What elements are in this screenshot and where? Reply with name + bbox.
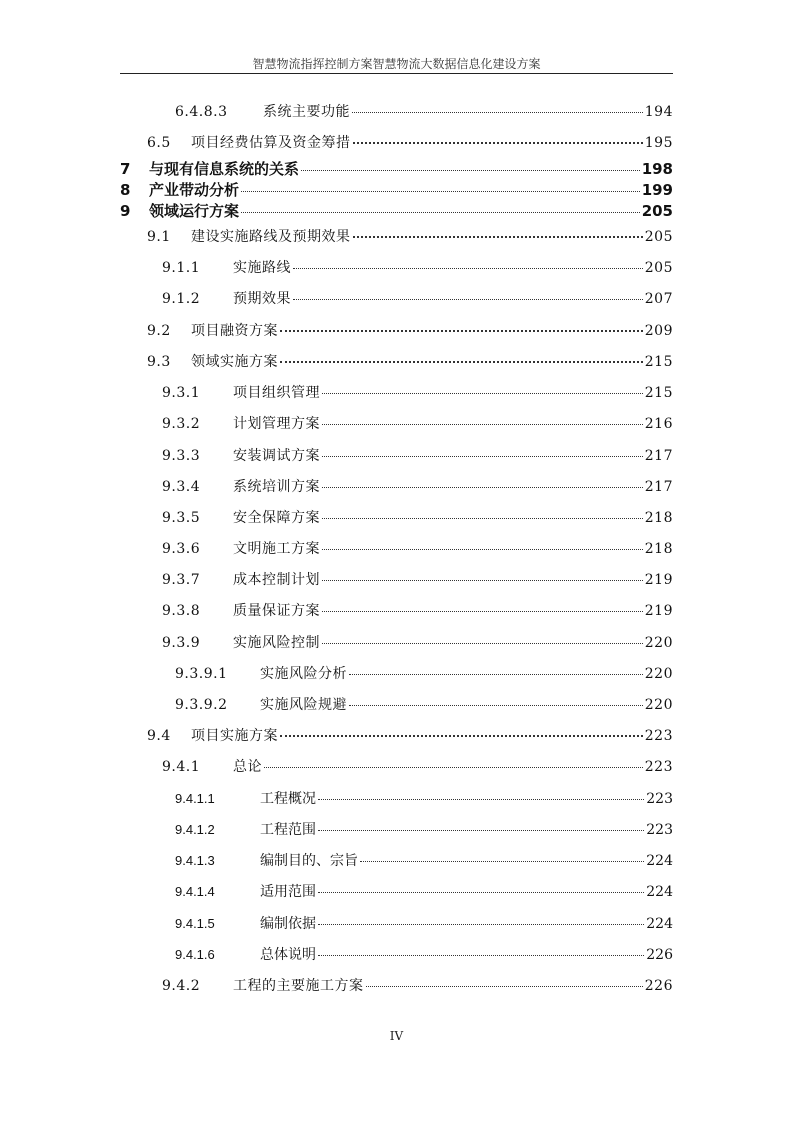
toc-entry-title: 项目组织管理 <box>233 385 320 401</box>
toc-entry-number: 9.3.4 <box>162 479 201 495</box>
toc-entry-title: 计划管理方案 <box>233 416 320 432</box>
toc-entry-page: 209 <box>644 323 673 339</box>
dot-leader <box>241 211 640 213</box>
dot-leader <box>318 954 644 956</box>
toc-entry-title: 实施风险控制 <box>233 635 320 651</box>
toc-entry-number: 9.1.2 <box>162 291 201 307</box>
toc-entry-number: 9.3.6 <box>162 541 201 557</box>
toc-entry[interactable] <box>175 788 673 810</box>
toc-entry-title: 文明施工方案 <box>233 541 320 557</box>
toc-entry[interactable] <box>162 413 673 435</box>
dot-leader <box>241 190 640 192</box>
toc-entry[interactable] <box>162 445 673 467</box>
dot-leader <box>318 923 644 925</box>
toc-entry[interactable] <box>162 975 673 997</box>
toc-entry[interactable] <box>175 881 673 903</box>
toc-entry-title: 实施风险规避 <box>260 697 347 713</box>
toc-entry-title: 安全保障方案 <box>233 510 320 526</box>
dot-leader <box>322 610 643 612</box>
toc-entry-title: 建设实施路线及预期效果 <box>191 229 351 245</box>
toc-entry-number: 9.3.7 <box>162 572 201 588</box>
toc-entry[interactable] <box>175 694 673 716</box>
toc-entry-title: 实施风险分析 <box>260 666 347 682</box>
toc-entry-page: 217 <box>644 479 673 495</box>
toc-entry-title: 项目经费估算及资金筹措 <box>191 135 351 151</box>
toc-entry-page: 205 <box>641 202 673 220</box>
toc-entry[interactable] <box>175 819 673 841</box>
dot-leader <box>293 267 643 269</box>
toc-entry-page: 223 <box>646 791 673 807</box>
dot-leader <box>322 517 643 519</box>
toc-entry-page: 220 <box>644 635 673 651</box>
toc-entry-number: 9.3.5 <box>162 510 201 526</box>
toc-entry-page: 220 <box>644 697 673 713</box>
toc-entry-title: 系统主要功能 <box>263 104 350 120</box>
toc-entry-page: 216 <box>644 416 673 432</box>
dot-leader <box>353 235 643 238</box>
toc-entry-number: 9.3.9.2 <box>175 697 228 713</box>
toc-entry[interactable] <box>120 158 673 180</box>
toc-entry-number: 9.4.1.1 <box>175 791 215 806</box>
toc-entry-page: 219 <box>644 603 673 619</box>
toc-entry-page: 223 <box>644 759 673 775</box>
dot-leader <box>264 766 643 768</box>
dot-leader <box>280 329 643 332</box>
toc-entry-page: 224 <box>646 884 673 900</box>
toc-entry-title: 总体说明 <box>260 947 316 963</box>
toc-entry-title: 工程的主要施工方案 <box>233 978 364 994</box>
dot-leader <box>322 642 643 644</box>
dot-leader <box>366 985 643 987</box>
toc-entry-page: 226 <box>646 947 673 963</box>
toc-entry-title: 项目融资方案 <box>191 323 278 339</box>
toc-entry-title: 预期效果 <box>233 291 291 307</box>
toc-entry-number: 9 <box>120 202 131 220</box>
toc-entry-page: 223 <box>644 728 673 744</box>
toc-entry-number: 9.4.1 <box>162 759 201 775</box>
dot-leader <box>322 392 643 394</box>
toc-entry-title: 领域实施方案 <box>191 354 278 370</box>
toc-entry-page: 194 <box>644 104 673 120</box>
toc-entry-number: 9.3.3 <box>162 448 201 464</box>
toc-entry-page: 224 <box>646 853 673 869</box>
toc-entry-title: 工程范围 <box>260 822 316 838</box>
toc-entry[interactable] <box>120 200 673 222</box>
toc-entry-page: 220 <box>644 666 673 682</box>
dot-leader <box>301 169 640 171</box>
toc-entry-page: 223 <box>646 822 673 838</box>
dot-leader <box>322 455 643 457</box>
toc-entry-title: 编制目的、宗旨 <box>260 853 358 869</box>
toc-entry-number: 9.4.1.5 <box>175 916 215 931</box>
toc-entry-page: 218 <box>644 541 673 557</box>
toc-entry-number: 9.4 <box>147 728 171 744</box>
toc-entry-number: 9.4.1.2 <box>175 822 215 837</box>
toc-entry-title: 总论 <box>233 759 262 775</box>
toc-entry[interactable] <box>162 507 673 529</box>
toc-entry[interactable] <box>162 756 673 778</box>
toc-entry-number: 9.2 <box>147 323 171 339</box>
toc-entry[interactable] <box>162 476 673 498</box>
toc-entry-title: 编制依据 <box>260 916 316 932</box>
toc-entry-title: 与现有信息系统的关系 <box>149 160 300 178</box>
toc-entry-number: 8 <box>120 181 131 199</box>
toc-entry-number: 6.5 <box>147 135 171 151</box>
toc-entry[interactable] <box>162 632 673 654</box>
running-header: 智慧物流指挥控制方案智慧物流大数据信息化建设方案 <box>252 57 541 71</box>
toc-entry-number: 6.4.8.3 <box>175 104 228 120</box>
toc-entry[interactable] <box>147 320 673 342</box>
toc-entry[interactable] <box>162 569 673 591</box>
dot-leader <box>322 548 643 550</box>
dot-leader <box>353 141 643 144</box>
toc-entry-title: 适用范围 <box>260 884 316 900</box>
dot-leader <box>280 734 643 737</box>
dot-leader <box>349 673 643 675</box>
toc-entry[interactable] <box>147 226 673 248</box>
toc-entry[interactable] <box>175 913 673 935</box>
toc-entry[interactable] <box>120 179 673 201</box>
toc-entry-page: 226 <box>644 978 673 994</box>
toc-entry-number: 9.4.2 <box>162 978 201 994</box>
toc-entry-number: 9.4.1.3 <box>175 853 215 868</box>
toc-entry-page: 217 <box>644 448 673 464</box>
toc-entry-number: 9.3.9.1 <box>175 666 228 682</box>
toc-entry[interactable] <box>175 944 673 966</box>
toc-entry[interactable] <box>147 725 673 747</box>
toc-entry-number: 9.3.8 <box>162 603 201 619</box>
dot-leader <box>280 360 643 363</box>
toc-entry[interactable] <box>147 351 673 373</box>
toc-entry[interactable] <box>162 257 673 279</box>
toc-entry-page: 215 <box>644 385 673 401</box>
toc-entry-number: 9.3 <box>147 354 171 370</box>
toc-entry-title: 项目实施方案 <box>191 728 278 744</box>
toc-entry-page: 205 <box>644 260 673 276</box>
toc-entry-number: 9.3.9 <box>162 635 201 651</box>
toc-entry-number: 9.4.1.4 <box>175 884 215 899</box>
toc-entry-title: 安装调试方案 <box>233 448 320 464</box>
dot-leader <box>318 891 644 893</box>
dot-leader <box>322 579 643 581</box>
toc-entry-title: 成本控制计划 <box>233 572 320 588</box>
toc-entry-number: 9.1 <box>147 229 171 245</box>
toc-entry-title: 领域运行方案 <box>149 202 240 220</box>
toc-entry-page: 224 <box>646 916 673 932</box>
toc-entry[interactable] <box>175 663 673 685</box>
toc-entry-page: 195 <box>644 135 673 151</box>
toc-entry-page: 199 <box>641 181 673 199</box>
toc-entry-title: 产业带动分析 <box>149 181 240 199</box>
toc-entry-title: 系统培训方案 <box>233 479 320 495</box>
toc-entry-title: 质量保证方案 <box>233 603 320 619</box>
dot-leader <box>318 829 644 831</box>
toc-entry-title: 工程概况 <box>260 791 316 807</box>
dot-leader <box>293 298 643 300</box>
toc-entry-title: 实施路线 <box>233 260 291 276</box>
toc-entry[interactable] <box>162 382 673 404</box>
toc-entry-page: 218 <box>644 510 673 526</box>
dot-leader <box>318 798 644 800</box>
dot-leader <box>322 423 643 425</box>
toc-entry-page: 198 <box>641 160 673 178</box>
toc-entry[interactable] <box>162 600 673 622</box>
toc-entry-number: 7 <box>120 160 131 178</box>
toc-entry[interactable] <box>147 132 673 154</box>
toc-entry-number: 9.3.1 <box>162 385 201 401</box>
toc-entry[interactable] <box>175 101 673 123</box>
toc-entry-page: 219 <box>644 572 673 588</box>
toc-entry-page: 215 <box>644 354 673 370</box>
toc-entry-number: 9.4.1.6 <box>175 947 215 962</box>
toc-entry-page: 205 <box>644 229 673 245</box>
dot-leader <box>360 860 644 862</box>
toc-entry[interactable] <box>175 850 673 872</box>
dot-leader <box>352 111 643 113</box>
toc-entry-number: 9.1.1 <box>162 260 201 276</box>
page-number: IV <box>389 1029 404 1043</box>
dot-leader <box>349 704 643 706</box>
toc-entry-number: 9.3.2 <box>162 416 201 432</box>
toc-entry-page: 207 <box>644 291 673 307</box>
toc-entry[interactable] <box>162 288 673 310</box>
toc-entry[interactable] <box>162 538 673 560</box>
dot-leader <box>322 486 643 488</box>
